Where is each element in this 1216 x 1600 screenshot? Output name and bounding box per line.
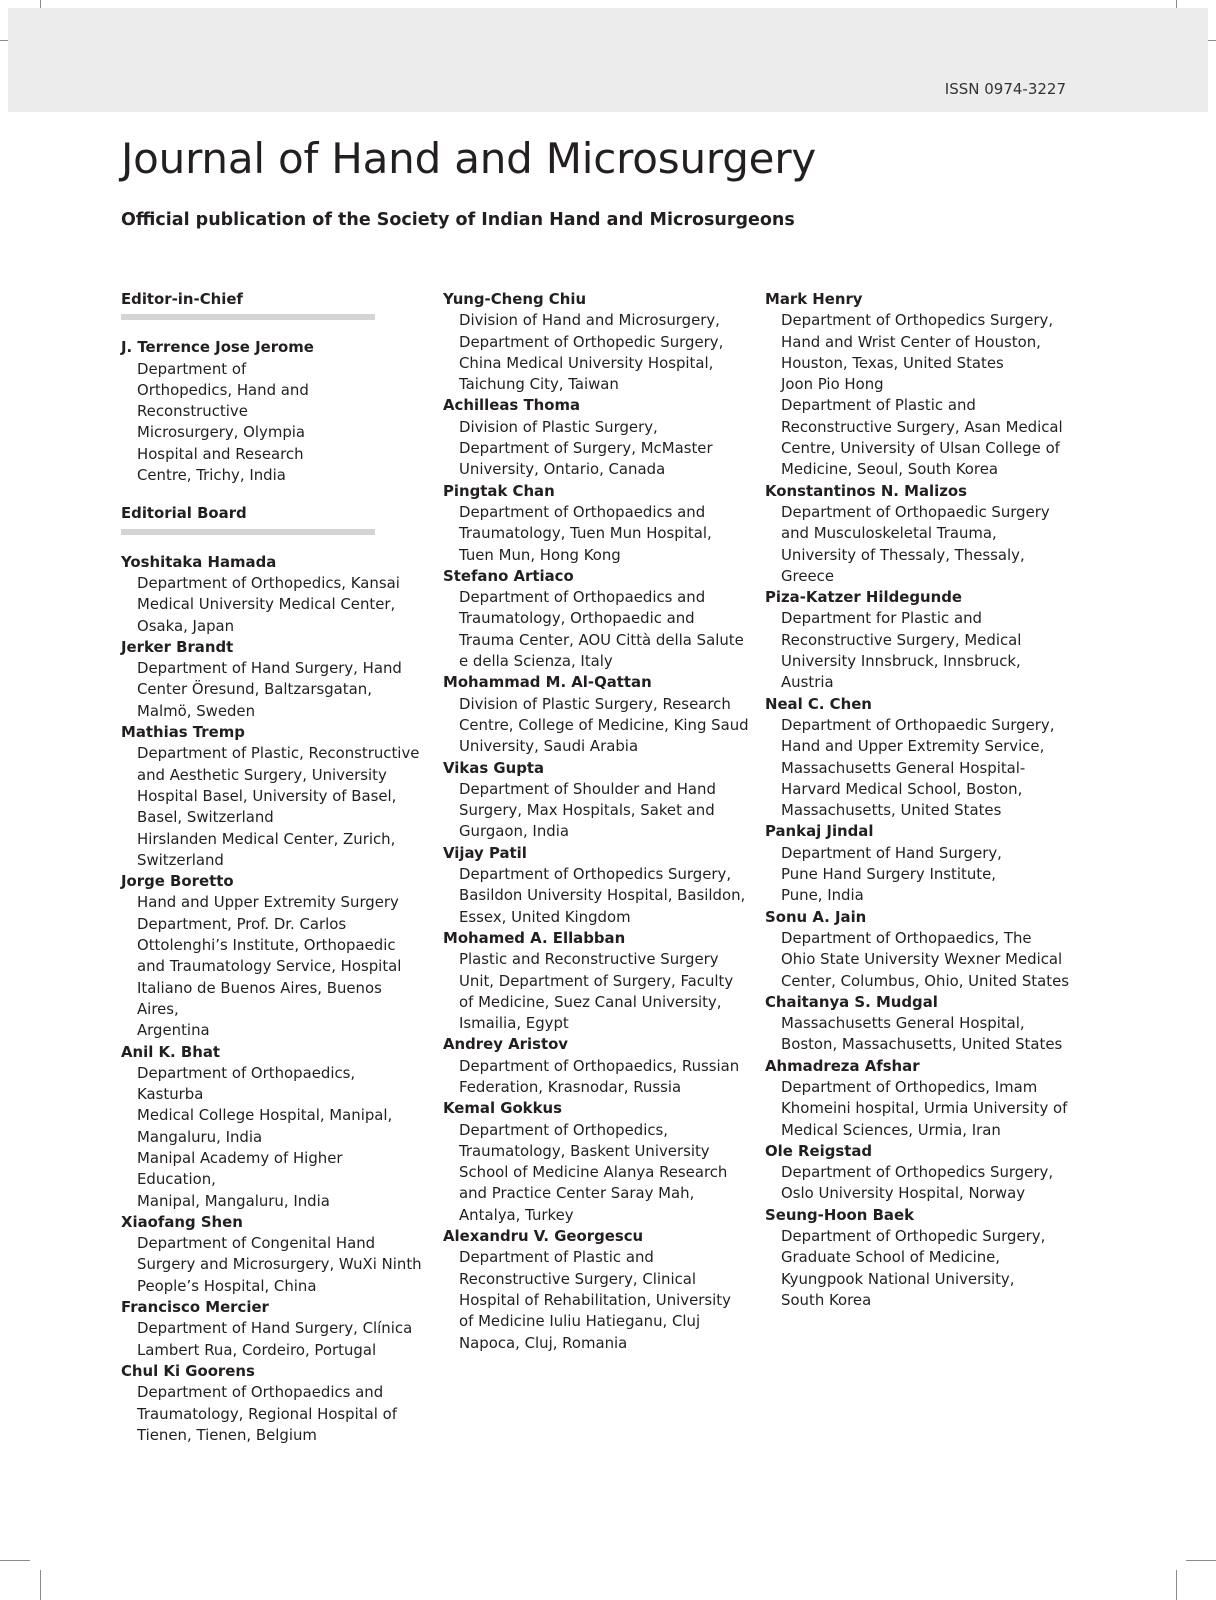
affiliation-line: People’s Hospital, China: [137, 1276, 317, 1295]
board-member: [121, 637, 426, 722]
affiliation-line: Department of Orthopedics Surgery,: [781, 311, 1054, 330]
affiliation-line: Kyungpook National University,: [781, 1269, 1015, 1288]
affiliation-line: Osaka, Japan: [137, 616, 235, 635]
board-member: [121, 722, 426, 871]
affiliation-line: Medical Sciences, Urmia, Iran: [781, 1120, 1001, 1139]
board-member: [443, 928, 753, 1034]
affiliation-line: Department, Prof. Dr. Carlos: [137, 914, 347, 933]
affiliation-line: Greece: [781, 566, 835, 585]
affiliation-line: Surgery and Microsurgery, WuXi Ninth: [137, 1255, 422, 1274]
affiliation-line: Department of Orthopaedics, Russian: [459, 1056, 740, 1075]
affiliation-line: Austria: [781, 673, 834, 692]
affiliation-line: Medicine, Seoul, South Korea: [781, 460, 998, 479]
board-member: [443, 1034, 753, 1098]
affiliation-line: Hospital Basel, University of Basel,: [137, 786, 397, 805]
member-name: Piza-Katzer Hildegunde: [765, 588, 962, 607]
board-member: [765, 992, 1075, 1056]
member-name: Ahmadreza Afshar: [765, 1056, 920, 1075]
member-name: Stefano Artiaco: [443, 566, 574, 585]
affiliation-line: Hand and Upper Extremity Service,: [781, 737, 1045, 756]
member-name: Mark Henry: [765, 290, 863, 308]
affiliation-line: Department of Congenital Hand: [137, 1234, 376, 1253]
member-name: Xiaofang Shen: [121, 1212, 243, 1231]
board-member: [121, 1212, 426, 1297]
affiliation-line: Hospital and Research: [137, 444, 304, 463]
affiliation-line: Manipal, Mangaluru, India: [137, 1191, 330, 1210]
affiliation-line: Center Öresund, Baltzarsgatan,: [137, 680, 372, 699]
member-name: Achilleas Thoma: [443, 396, 581, 415]
affiliation-line: Oslo University Hospital, Norway: [781, 1184, 1026, 1203]
affiliation-line: University of Thessaly, Thessaly,: [781, 545, 1025, 564]
editor-in-chief-heading: Editor-in-Chief: [121, 290, 243, 308]
affiliation-line: Department of Orthopedic Surgery,: [459, 332, 724, 351]
affiliation-line: Centre, Trichy, India: [137, 466, 286, 485]
member-name: Jorge Boretto: [121, 872, 234, 891]
member-name: Chaitanya S. Mudgal: [765, 992, 938, 1011]
affiliation-line: e della Scienza, Italy: [459, 652, 613, 671]
affiliation-line: Houston, Texas, United States: [781, 353, 1004, 372]
member-name: Mohamed A. Ellabban: [443, 928, 626, 947]
board-entries: [443, 289, 753, 1354]
board-column-1: [121, 289, 426, 1446]
affiliation-line: Reconstructive Surgery, Asan Medical: [781, 417, 1063, 436]
board-member: [121, 871, 426, 1041]
board-entries: [765, 289, 1075, 1311]
affiliation-line: Joon Pio Hong: [781, 375, 884, 394]
affiliation-line: Department of Orthopaedics and: [137, 1383, 384, 1402]
board-member: [765, 694, 1075, 822]
affiliation-line: Department of Shoulder and Hand: [459, 779, 716, 798]
section-divider: [121, 314, 375, 320]
affiliation-line: Malmö, Sweden: [137, 701, 256, 720]
affiliation-line: Hospital of Rehabilitation, University: [459, 1290, 731, 1309]
affiliation-line: Ottolenghi’s Institute, Orthopaedic: [137, 936, 396, 955]
board-entries: [121, 552, 426, 1446]
affiliation-line: Traumatology, Tuen Mun Hospital,: [459, 524, 712, 543]
affiliation-line: Hand and Wrist Center of Houston,: [781, 332, 1041, 351]
member-name: Yoshitaka Hamada: [121, 552, 277, 571]
affiliation-line: Massachusetts, United States: [781, 801, 1002, 820]
affiliation-line: Traumatology, Baskent University: [459, 1141, 710, 1160]
affiliation-line: Orthopedics, Hand and: [137, 380, 309, 399]
affiliation-line: Italiano de Buenos Aires, Buenos Aires,: [137, 978, 382, 1018]
affiliation-line: Boston, Massachusetts, United States: [781, 1035, 1063, 1054]
board-column-2: [443, 289, 753, 1354]
affiliation-line: Pune, India: [781, 886, 864, 905]
affiliation-line: Napoca, Cluj, Romania: [459, 1333, 628, 1352]
affiliation-line: University, Saudi Arabia: [459, 737, 639, 756]
member-name: Pingtak Chan: [443, 481, 555, 500]
member-name: Seung-Hoon Baek: [765, 1205, 914, 1224]
board-member: [121, 1361, 426, 1446]
affiliation-line: Unit, Department of Surgery, Faculty: [459, 971, 734, 990]
board-member: [121, 1297, 426, 1361]
affiliation-line: Ohio State University Wexner Medical: [781, 950, 1063, 969]
affiliation-line: Ismailia, Egypt: [459, 1014, 569, 1033]
affiliation-line: Massachusetts General Hospital,: [781, 1014, 1025, 1033]
board-member: [765, 587, 1075, 693]
member-name: Pankaj Jindal: [765, 822, 874, 841]
board-member: [121, 1042, 426, 1212]
affiliation-line: Mangaluru, India: [137, 1127, 263, 1146]
affiliation-line: Surgery, Max Hospitals, Saket and: [459, 801, 715, 820]
crop-mark: [1176, 1570, 1177, 1600]
affiliation-line: of Medicine, Suez Canal University,: [459, 992, 722, 1011]
affiliation-line: School of Medicine Alanya Research: [459, 1163, 728, 1182]
board-member: [443, 672, 753, 757]
affiliation-line: Trauma Center, AOU Città della Salute: [459, 630, 744, 649]
board-member: [765, 907, 1075, 992]
affiliation-line: and Aesthetic Surgery, University: [137, 765, 387, 784]
affiliation-line: and Traumatology Service, Hospital: [137, 957, 402, 976]
board-column-3: [765, 289, 1075, 1311]
affiliation-line: and Musculoskeletal Trauma,: [781, 524, 997, 543]
journal-title: Journal of Hand and Microsurgery: [121, 134, 817, 183]
board-member: [765, 1141, 1075, 1205]
affiliation-line: Manipal Academy of Higher Education,: [137, 1148, 343, 1189]
affiliation-line: Department of Hand Surgery, Clínica: [137, 1319, 413, 1338]
board-member: [765, 481, 1075, 587]
affiliation-line: Essex, United Kingdom: [459, 907, 631, 926]
affiliation-line: and Practice Center Saray Mah,: [459, 1184, 695, 1203]
affiliation-line: Department of Orthopaedics and: [459, 588, 706, 607]
board-member: [443, 1098, 753, 1226]
affiliation-line: Centre, College of Medicine, King Saud: [459, 715, 749, 734]
affiliation-line: Department of: [137, 359, 247, 378]
member-name: Alexandru V. Georgescu: [443, 1227, 644, 1246]
member-name: Anil K. Bhat: [121, 1042, 221, 1061]
member-name: Ole Reigstad: [765, 1141, 873, 1160]
section-divider: [121, 529, 375, 535]
member-name: Vikas Gupta: [443, 758, 545, 777]
editorial-board-heading: Editorial Board: [121, 504, 247, 523]
member-name: Neal C. Chen: [765, 694, 872, 713]
affiliation-line: Division of Plastic Surgery,: [459, 417, 658, 436]
affiliation-line: Department of Orthopaedics, The: [781, 928, 1032, 947]
affiliation-line: Hand and Upper Extremity Surgery: [137, 893, 399, 912]
affiliation-line: China Medical University Hospital,: [459, 353, 714, 372]
board-member: [765, 1056, 1075, 1141]
board-member: [765, 821, 1075, 906]
crop-mark: [1186, 1560, 1216, 1561]
affiliation-line: Graduate School of Medicine,: [781, 1248, 1001, 1267]
affiliation-line: Department of Orthopedics Surgery,: [781, 1163, 1054, 1182]
affiliation-line: Massachusetts General Hospital-: [781, 758, 1026, 777]
affiliation-line: Department of Surgery, McMaster: [459, 439, 713, 458]
affiliation-line: Medical College Hospital, Manipal,: [137, 1106, 393, 1125]
affiliation-line: Reconstructive: [137, 402, 248, 421]
journal-subtitle: Official publication of the Society of Indian Hand and Microsurgeons: [121, 210, 795, 230]
member-name: Vijay Patil: [443, 843, 527, 862]
member-name: Sonu A. Jain: [765, 907, 867, 926]
affiliation-line: University Innsbruck, Innsbruck,: [781, 652, 1021, 671]
affiliation-line: Plastic and Reconstructive Surgery: [459, 950, 719, 969]
affiliation-line: Argentina: [137, 1021, 210, 1040]
affiliation-line: Gurgaon, India: [459, 822, 569, 841]
board-member: [443, 395, 753, 480]
affiliation-line: Department of Orthopedics, Imam: [781, 1077, 1038, 1096]
affiliation-line: Department of Plastic, Reconstructive: [137, 744, 420, 763]
member-name: Mohammad M. Al-Qattan: [443, 673, 652, 692]
affiliation-line: Center, Columbus, Ohio, United States: [781, 971, 1069, 990]
affiliation-line: University, Ontario, Canada: [459, 460, 666, 479]
member-name: Jerker Brandt: [121, 637, 234, 656]
board-member: [443, 566, 753, 672]
member-name: Mathias Tremp: [121, 723, 245, 742]
affiliation-line: Tuen Mun, Hong Kong: [459, 545, 621, 564]
affiliation-line: Hirslanden Medical Center, Zurich,: [137, 829, 396, 848]
affiliation-line: Department of Orthopaedic Surgery: [781, 502, 1050, 521]
affiliation-line: Division of Plastic Surgery, Research: [459, 694, 731, 713]
affiliation-line: Department of Orthopedic Surgery,: [781, 1227, 1046, 1246]
affiliation-line: Taichung City, Taiwan: [459, 375, 619, 394]
board-member: [443, 758, 753, 843]
affiliation-line: Department of Orthopedics, Kansai: [137, 573, 400, 592]
affiliation-line: Department of Hand Surgery, Hand: [137, 659, 402, 678]
affiliation-line: Division of Hand and Microsurgery,: [459, 311, 720, 330]
affiliation-line: Microsurgery, Olympia: [137, 423, 306, 442]
member-name: Konstantinos N. Malizos: [765, 481, 967, 500]
affiliation-line: Department of Orthopedics,: [459, 1120, 669, 1139]
affiliation-line: Reconstructive Surgery, Medical: [781, 630, 1022, 649]
crop-mark: [40, 1570, 41, 1600]
member-name: Francisco Mercier: [121, 1298, 269, 1317]
affiliation-line: Traumatology, Orthopaedic and: [459, 609, 695, 628]
affiliation-line: Department of Hand Surgery,: [781, 843, 1002, 862]
affiliation-line: Khomeini hospital, Urmia University of: [781, 1099, 1068, 1118]
member-name: Kemal Gokkus: [443, 1099, 562, 1118]
affiliation-line: Department of Orthopedics Surgery,: [459, 865, 732, 884]
affiliation-line: Tienen, Tienen, Belgium: [137, 1425, 317, 1444]
affiliation-line: Lambert Rua, Cordeiro, Portugal: [137, 1340, 377, 1359]
affiliation-line: Department of Orthopaedics, Kasturba: [137, 1063, 356, 1104]
affiliation-line: Department for Plastic and: [781, 609, 982, 628]
affiliation-line: Basel, Switzerland: [137, 808, 274, 827]
affiliation-line: Medical University Medical Center,: [137, 595, 396, 614]
board-member: [443, 289, 753, 395]
affiliation-line: Department of Plastic and: [459, 1248, 654, 1267]
affiliation-line: Centre, University of Ulsan College of: [781, 439, 1060, 458]
board-member: [765, 1205, 1075, 1311]
board-member: [765, 289, 1075, 481]
affiliation-line: Department of Orthopaedics and: [459, 502, 706, 521]
board-member: [443, 481, 753, 566]
board-member: [443, 1226, 753, 1354]
affiliation-line: of Medicine Iuliu Hatieganu, Cluj: [459, 1312, 701, 1331]
affiliation-line: Department of Plastic and: [781, 396, 976, 415]
affiliation-line: Harvard Medical School, Boston,: [781, 779, 1023, 798]
affiliation-line: Pune Hand Surgery Institute,: [781, 865, 997, 884]
board-member: [443, 843, 753, 928]
affiliation-line: Federation, Krasnodar, Russia: [459, 1077, 682, 1096]
affiliation-line: Basildon University Hospital, Basildon,: [459, 886, 746, 905]
issn-number: ISSN 0974-3227: [944, 80, 1066, 98]
affiliation-line: Switzerland: [137, 850, 224, 869]
member-name: Yung-Cheng Chiu: [443, 290, 587, 308]
editor-in-chief-affiliation: [121, 359, 426, 487]
affiliation-line: Department of Orthopaedic Surgery,: [781, 715, 1055, 734]
board-member: [121, 552, 426, 637]
crop-mark: [0, 1560, 30, 1561]
affiliation-line: Traumatology, Regional Hospital of: [137, 1404, 397, 1423]
affiliation-line: Reconstructive Surgery, Clinical: [459, 1269, 697, 1288]
editor-in-chief-name: J. Terrence Jose Jerome: [121, 338, 314, 357]
member-name: Andrey Aristov: [443, 1035, 569, 1054]
member-name: Chul Ki Goorens: [121, 1361, 255, 1380]
affiliation-line: South Korea: [781, 1290, 872, 1309]
affiliation-line: Antalya, Turkey: [459, 1205, 574, 1224]
